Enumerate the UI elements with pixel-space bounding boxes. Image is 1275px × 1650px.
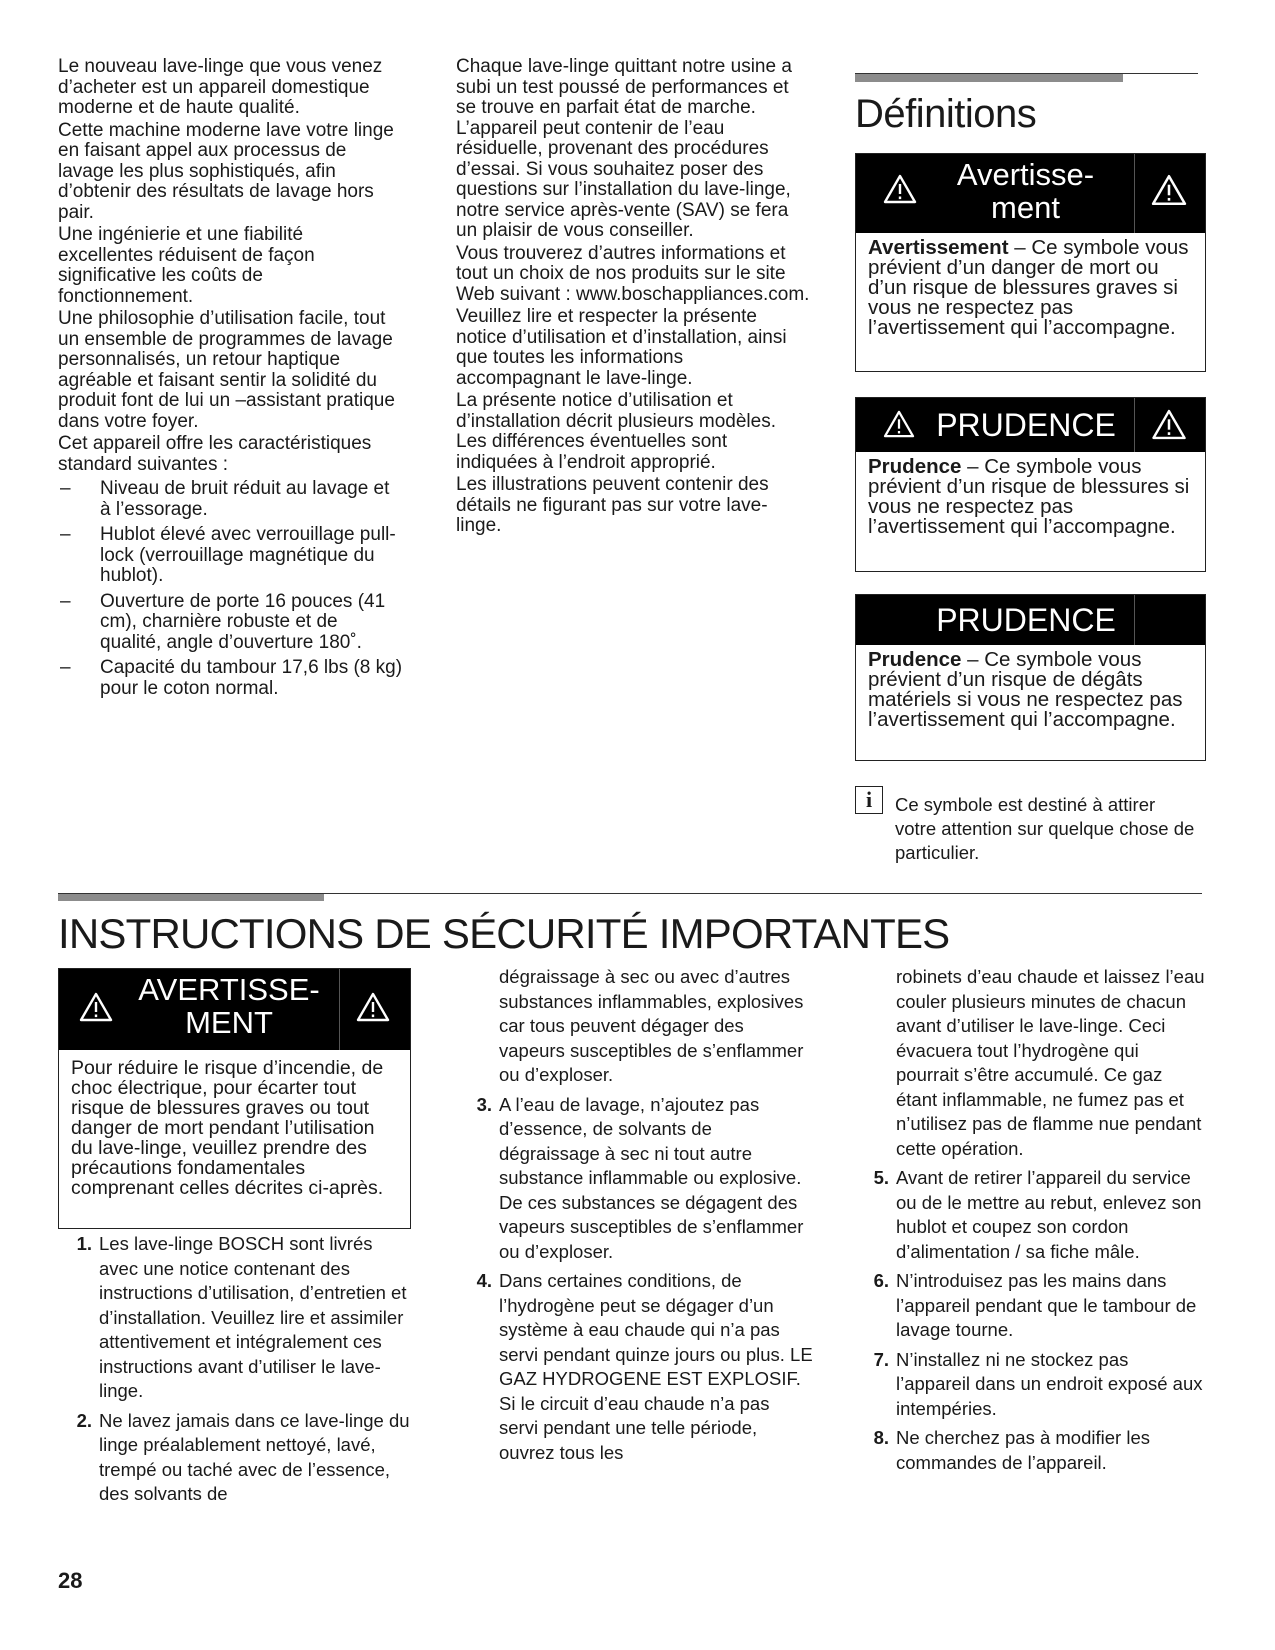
feature-item: – Niveau de bruit réduit au lavage et à l’essorage. xyxy=(60,478,390,520)
caution-box-header xyxy=(856,398,1205,452)
caution-box-header xyxy=(856,595,1205,645)
caution-box-heading: PRUDENCE xyxy=(936,407,1116,443)
section-rule-thin xyxy=(58,893,1202,894)
safety-warning-header xyxy=(59,969,410,1050)
safety-item: 1. Les lave-linge BOSCH sont livrés avec une notice contenant des instructions d’utilisation, d’entretien et d’installation. Veuillez lire et assimiler attentivement et intégralement ces instructions avant d’utiliser le lave-linge. xyxy=(76,1233,407,1401)
safety-item: 8. Ne cherchez pas à modifier les commandes de l’appareil. xyxy=(873,1427,1150,1473)
safety-item-continuation: robinets d’eau chaude et laissez l’eau couler plusieurs minutes de chacun avant d’utiliser le lave-linge. Ceci évacuera tout l’hydrogène qui pourrait s’être accumulé. Ce gaz étant inflammable, ne fumez pas et n’utilisez pas de flamme nue pendant cette opération. xyxy=(896,966,1205,1159)
safety-column-2 xyxy=(458,965,813,1470)
safety-warning-text: Pour réduire le risque d’incendie, de choc électrique, pour écarter tout risque de blessures graves ou tout danger de mort pendant l’utilisation du lave-linge, veuillez prendre des précautions fondamentales comprenant celles décrites ci-après. xyxy=(71,1057,384,1199)
caution-injury-definition-box xyxy=(855,397,1206,572)
caution-damage-definition-text: Prudence – Ce symbole vous prévient d’un risque de dégâts matériels si vous ne respectez pas l’avertissement qui l’accompagne. xyxy=(868,648,1183,731)
section-rule-thick xyxy=(58,893,324,901)
features-list xyxy=(58,479,403,699)
intro-paragraph: Le nouveau lave-linge que vous venez d’acheter est un appareil domestique moderne et de haute qualité. xyxy=(58,56,383,118)
section-rule-thick xyxy=(855,74,1123,82)
safety-warning-box xyxy=(58,968,411,1229)
intro-paragraph: La présente notice d’utilisation et d’installation décrit plusieurs modèles. Les différences éventuelles sont indiquées à l’endroit approprié. xyxy=(456,390,776,473)
safety-item: 3. A l’eau de lavage, n’ajoutez pas d’essence, de solvants de dégraissage à sec ni tout autre substance inflammable ou explosive. De ces substances se dégagent des vapeurs susceptibles de s’enflammer ou d’exploser. xyxy=(476,1093,804,1262)
warning-triangle-icon xyxy=(79,992,113,1022)
caution-box-heading: PRUDENCE xyxy=(936,602,1116,638)
intro-column-1 xyxy=(58,57,403,704)
intro-paragraph: Chaque lave-linge quittant notre usine a subi un test poussé de performances et se trouve en parfait état de marche. L’appareil peut contenir de l’eau résiduelle, provenant des procédures d’essai. Si vous souhaitez poser des questions sur l’installation du lave-linge, notre service après-vente (SAV) se fera un plaisir de vous conseiller. xyxy=(456,56,792,241)
feature-item: – Capacité du tambour 17,6 lbs (8 kg) pour le coton normal. xyxy=(60,657,403,699)
warning-triangle-icon xyxy=(883,410,915,438)
info-note-text: Ce symbole est destiné à attirer votre attention sur quelque chose de particulier. xyxy=(895,794,1195,863)
section-rule-thin xyxy=(855,73,1198,74)
feature-item: – Ouverture de porte 16 pouces (41 cm), charnière robuste et de qualité, angle d’ouverture 180˚. xyxy=(60,590,386,653)
intro-paragraph: Une philosophie d’utilisation facile, tout un ensemble de programmes de lavage personnalisés, un retour haptique agréable et faisant sentir la solidité du produit font de lui un –assistant pratique dans votre foyer. xyxy=(58,308,395,432)
intro-paragraph: Une ingénierie et une fiabilité excellentes réduisent de façon significative les coûts de fonctionnement. xyxy=(58,224,315,307)
definitions-title: Définitions xyxy=(855,92,1037,136)
warning-triangle-icon xyxy=(883,174,917,204)
safety-warning-heading: AVERTISSE- MENT xyxy=(138,972,320,1040)
warning-definition-text: Avertissement – Ce symbole vous prévient d’un danger de mort ou d’un risque de blessures graves si vous ne respectez pas l’avertissement qui l’accompagne. xyxy=(868,236,1189,339)
page-number: 28 xyxy=(58,1568,83,1593)
intro-paragraph: Vous trouverez d’autres informations et tout un choix de nos produits sur le site Web suivant : www.boschappliances.com. xyxy=(456,242,810,305)
caution-injury-definition-text: Prudence – Ce symbole vous prévient d’un risque de blessures si vous ne respectez pas l’avertissement qui l’accompagne. xyxy=(868,455,1190,538)
safety-item: 2. Ne lavez jamais dans ce lave-linge du linge préalablement nettoyé, lavé, trempé ou taché avec de l’essence, des solvants de xyxy=(76,1409,410,1504)
safety-item: 7. N’installez ni ne stockez pas l’appareil dans un endroit exposé aux intempéries. xyxy=(873,1348,1203,1419)
intro-column-2 xyxy=(456,57,811,539)
feature-item: – Hublot élevé avec verrouillage pull-lock (verrouillage magnétique du hublot). xyxy=(60,524,396,586)
safety-title: INSTRUCTIONS DE SÉCURITÉ IMPORTANTES xyxy=(58,910,950,957)
intro-paragraph: Cette machine moderne lave votre linge en faisant appel aux processus de lavage les plus sophistiqués, afin d’obtenir des résultats de lavage hors pair. xyxy=(58,119,394,223)
intro-paragraph: Les illustrations peuvent contenir des détails ne figurant pas sur votre lave-linge. xyxy=(456,474,769,536)
safety-item: 4. Dans certaines conditions, de l’hydrogène peut se dégager d’un système à eau chaude qui n’a pas servi pendant quinze jours ou plus. LE GAZ HYDROGENE EST EXPLOSIF. Si le circuit d’eau chaude n’a pas servi pendant une telle période, ouvrez tous les xyxy=(476,1270,813,1463)
safety-item-continuation: dégraissage à sec ou avec d’autres substances inflammables, explosives car tous peuvent dégager des vapeurs susceptibles de s’enflammer ou d’exploser. xyxy=(499,966,804,1085)
intro-paragraph: Cet appareil offre les caractéristiques standard suivantes : xyxy=(58,433,372,475)
safety-item: 5. Avant de retirer l’appareil du service ou de le mettre au rebut, enlevez son hublot et coupez son cordon d’alimentation / sa fiche mâle. xyxy=(873,1167,1202,1262)
info-icon: i xyxy=(855,786,883,814)
warning-triangle-icon xyxy=(1151,409,1187,440)
safety-item: 6. N’introduisez pas les mains dans l’appareil pendant que le tambour de lavage tourne. xyxy=(873,1270,1197,1340)
caution-damage-definition-box xyxy=(855,594,1206,761)
warning-definition-box xyxy=(855,153,1206,372)
intro-paragraph: Veuillez lire et respecter la présente notice d’utilisation et d’installation, ainsi que toutes les informations accompagnant le lave-linge. xyxy=(456,306,787,389)
warning-box-header xyxy=(856,154,1205,233)
warning-triangle-icon xyxy=(1151,174,1187,206)
safety-column-3 xyxy=(855,965,1205,1480)
safety-column-1 xyxy=(58,1232,413,1512)
warning-triangle-icon xyxy=(356,992,390,1022)
warning-box-heading: Avertisse- ment xyxy=(956,157,1095,225)
